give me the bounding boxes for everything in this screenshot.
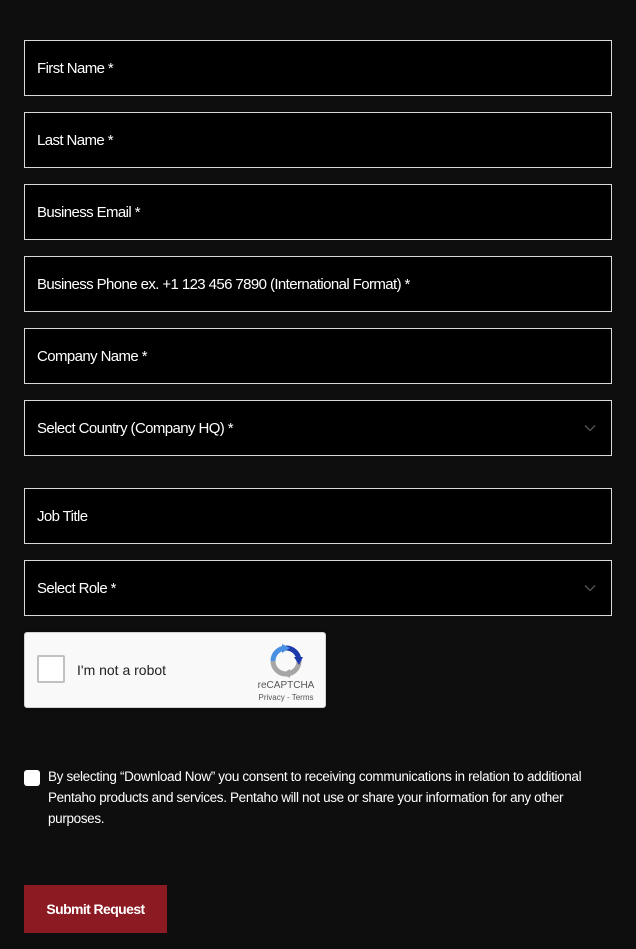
job-title-field[interactable] [24, 488, 612, 544]
company-name-placeholder: Company Name * [37, 347, 147, 365]
business-email-placeholder: Business Email * [37, 203, 140, 221]
last-name-placeholder: Last Name * [37, 131, 113, 149]
first-name-placeholder: First Name * [37, 59, 114, 77]
role-select-label: Select Role * [37, 579, 116, 597]
recaptcha-logo-icon [268, 643, 304, 679]
job-title-placeholder: Job Title [37, 507, 88, 525]
recaptcha-privacy-terms[interactable]: Privacy - Terms [258, 693, 314, 702]
recaptcha-brand: reCAPTCHA [257, 680, 315, 691]
consent-checkbox[interactable] [24, 770, 40, 786]
country-select-label: Select Country (Company HQ) * [37, 419, 234, 437]
country-select[interactable] [24, 400, 612, 456]
business-phone-placeholder: Business Phone ex. +1 123 456 7890 (International Format) * [37, 275, 410, 293]
recaptcha-widget [24, 632, 326, 708]
first-name-field[interactable] [24, 40, 612, 96]
company-name-field[interactable] [24, 328, 612, 384]
consent-text: By selecting “Download Now” you consent to receiving communications in relation to additional Pentaho products and services. Pentaho will not use or share your information for any other purposes. [48, 769, 582, 826]
business-email-field[interactable] [24, 184, 612, 240]
role-select[interactable] [24, 560, 612, 616]
recaptcha-label: I'm not a robot [77, 662, 167, 678]
recaptcha-checkbox[interactable] [37, 655, 65, 683]
submit-request-button[interactable]: Submit Request [24, 885, 167, 933]
chevron-down-icon [584, 584, 596, 592]
business-phone-field[interactable] [24, 256, 612, 312]
chevron-down-icon [584, 424, 596, 432]
last-name-field[interactable] [24, 112, 612, 168]
